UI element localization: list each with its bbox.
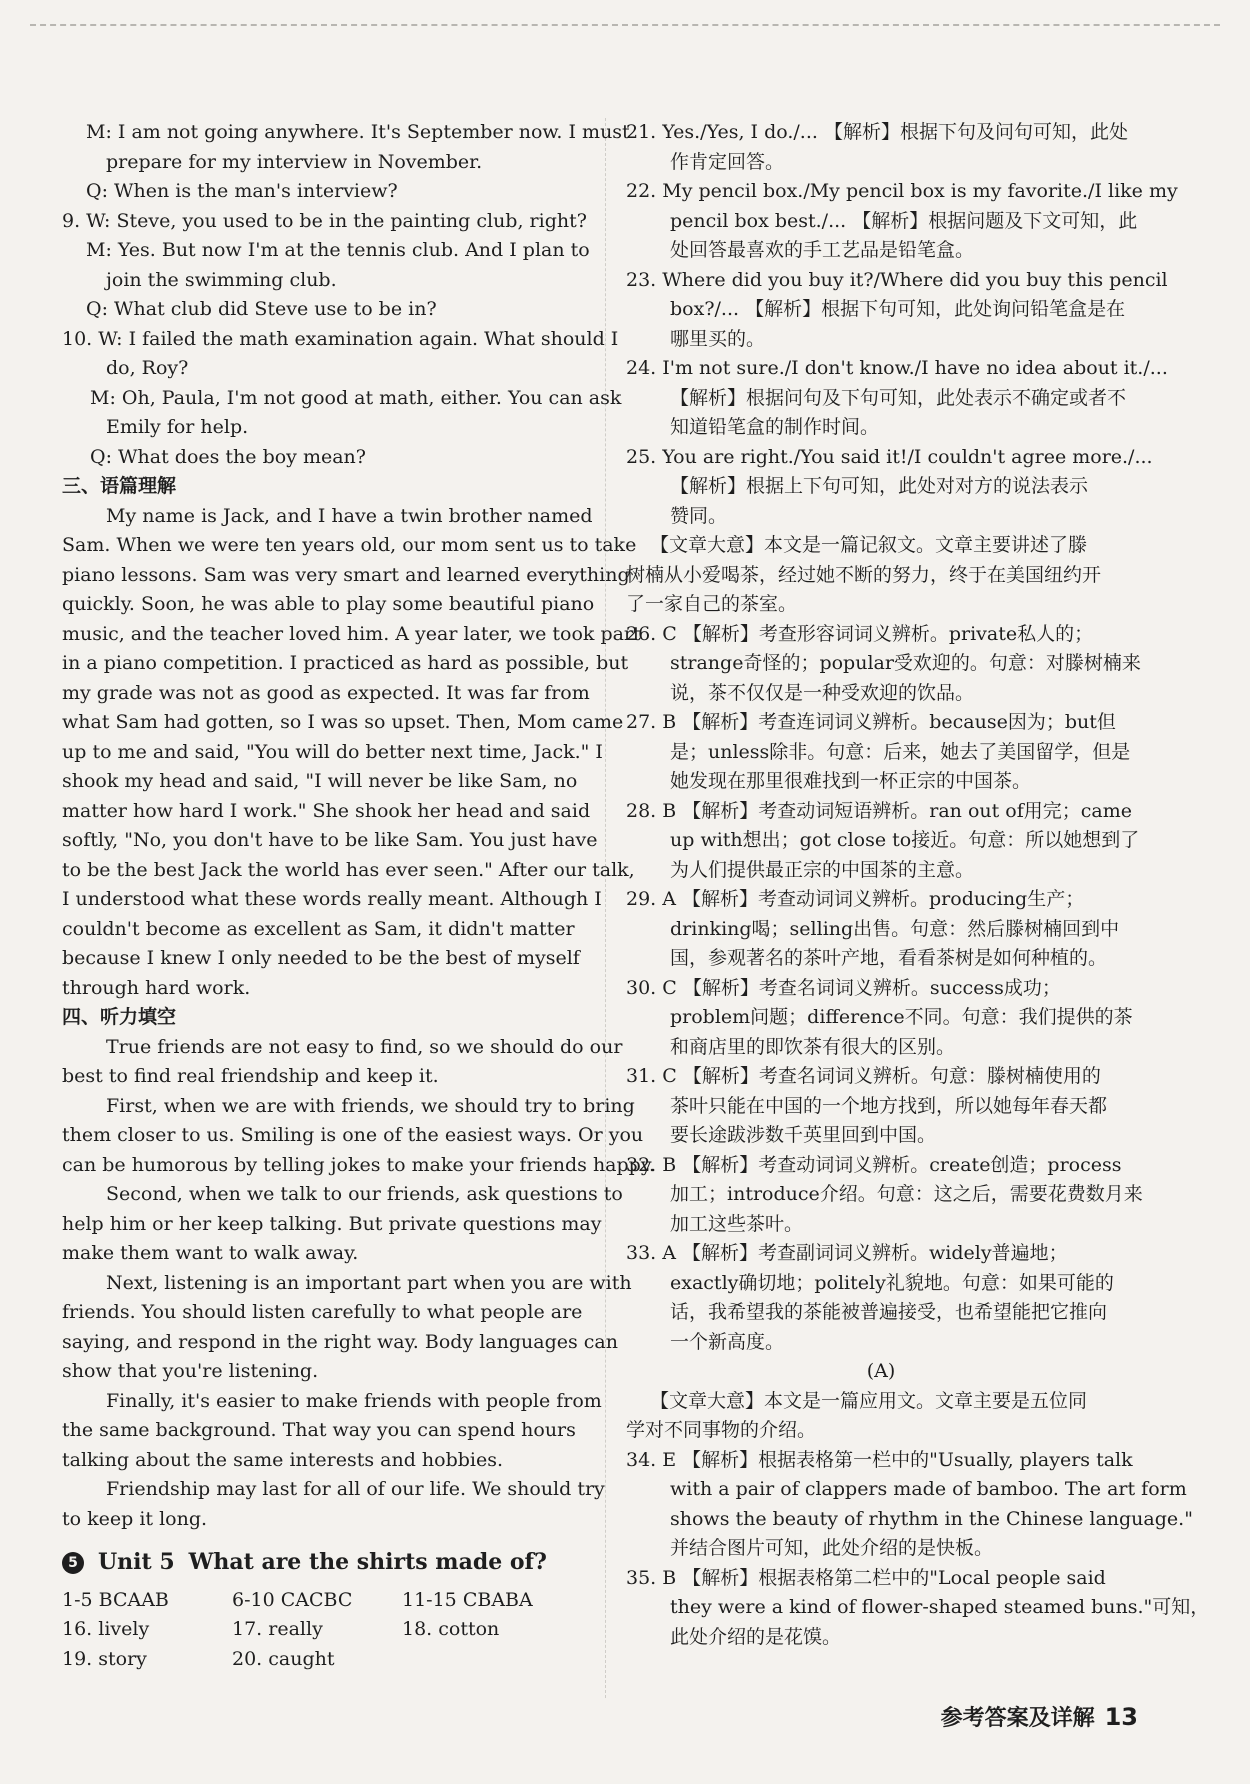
explanation-line: 一个新高度。 — [670, 1330, 785, 1353]
explanation-line: 【文章大意】本文是一篇应用文。文章主要是五位同 — [650, 1389, 1088, 1412]
explanation-line: 话，我希望我的茶能被普遍接受，也希望能把它推向 — [670, 1301, 1108, 1323]
section-a-label: (A) — [866, 1360, 896, 1382]
answer-item: 6-10 CACBC — [232, 1588, 353, 1611]
explanation-line: with a pair of clappers made of bamboo. The art form — [670, 1478, 1187, 1500]
listening-passage — [62, 1033, 656, 1535]
explanation-line: 知道铅笔盒的制作时间。 — [670, 416, 880, 438]
passage-line: to be the best Jack the world has ever seen." After our talk, — [62, 858, 635, 881]
text-line: Q: What does the boy mean? — [90, 445, 366, 468]
explanation-line: 国，参观著名的茶叶产地，看看茶树是如何种植的。 — [670, 947, 1108, 969]
passage-line: my grade was not as good as expected. It was far from — [62, 681, 590, 704]
explanation-line: 30. C 【解析】考查名词词义辨析。success成功； — [626, 976, 1061, 999]
footer-label: 参考答案及详解 — [940, 1706, 1095, 1731]
passage-line: what Sam had gotten, so I was so upset. Then, Mom came — [62, 711, 624, 733]
passage-line: make them want to walk away. — [62, 1242, 359, 1264]
explanation-line: 并结合图片可知，此处介绍的是快板。 — [670, 1537, 994, 1559]
explanation-line: 此处介绍的是花馍。 — [670, 1625, 842, 1648]
answer-explanations-a — [626, 1387, 1210, 1653]
passage-line: couldn't become as excellent as Sam, it didn't matter — [62, 917, 575, 940]
passage-line: friends. You should listen carefully to what people are — [62, 1301, 583, 1323]
unit-heading — [62, 1548, 584, 1578]
passage-line: Finally, it's easier to make friends with people from — [106, 1389, 602, 1412]
passage-line: music, and the teacher loved him. A year later, we took part — [62, 622, 641, 645]
explanation-line: 35. B 【解析】根据表格第二栏中的"Local people said — [626, 1566, 1106, 1589]
explanation-line: 茶叶只能在中国的一个地方找到，所以她每年春天都 — [670, 1094, 1108, 1117]
answer-item: 18. cotton — [402, 1618, 500, 1640]
answer-item: 17. really — [232, 1618, 323, 1640]
passage-line: softly, "No, you don't have to be like Sam. You just have — [62, 829, 598, 851]
explanation-line: 27. B 【解析】考查连词词义辨析。because因为；but但 — [626, 711, 1116, 733]
answer-explanations — [626, 118, 1178, 1357]
passage-line: them closer to us. Smiling is one of the easiest ways. Or you — [62, 1124, 644, 1146]
listening-heading: 四、听力填空 — [62, 1006, 177, 1028]
answer-item: 16. lively — [62, 1618, 150, 1640]
reading-passage — [62, 502, 641, 1004]
text-line: do, Roy? — [106, 357, 189, 379]
unit-title: What are the shirts made of? — [188, 1549, 547, 1575]
explanation-line: 【解析】根据上下句可知，此处对对方的说法表示 — [670, 475, 1089, 497]
passage-line: show that you're listening. — [62, 1360, 319, 1382]
explanation-line: 24. I'm not sure./I don't know./I have no idea about it./... — [626, 357, 1168, 379]
explanation-line: 34. E 【解析】根据表格第一栏中的"Usually, players talk — [626, 1448, 1133, 1471]
passage-line: Second, when we talk to our friends, ask questions to — [106, 1183, 623, 1205]
column-divider — [605, 118, 606, 1698]
explanation-line: 和商店里的即饮茶有很大的区别。 — [670, 1035, 956, 1058]
passage-line: best to find real friendship and keep it. — [62, 1065, 439, 1087]
explanation-line: pencil box best./... 【解析】根据问题及下文可知，此 — [670, 209, 1138, 232]
answer-item: 19. story — [62, 1647, 147, 1670]
explanation-line: strange奇怪的；popular受欢迎的。句意：对滕树楠来 — [670, 652, 1141, 674]
passage-line: True friends are not easy to find, so we should do our — [106, 1035, 623, 1058]
left-column — [62, 118, 656, 1674]
passage-line: talking about the same interests and hobbies. — [62, 1448, 504, 1471]
explanation-line: 加工；introduce介绍。句意：这之后，需要花费数月来 — [670, 1183, 1143, 1205]
passage-line: the same background. That way you can spend hours — [62, 1419, 576, 1441]
passage-line: piano lessons. Sam was very smart and learned everything — [62, 563, 630, 586]
explanation-line: 哪里买的。 — [670, 327, 766, 350]
text-line: M: Yes. But now I'm at the tennis club. And I plan to — [86, 239, 590, 261]
text-line: Emily for help. — [106, 416, 249, 438]
explanation-line: 28. B 【解析】考查动词短语辨析。ran out of用完；came — [626, 799, 1132, 822]
text-line: join the swimming club. — [106, 268, 337, 291]
text-line: Q: When is the man's interview? — [86, 180, 398, 202]
passage-line: My name is Jack, and I have a twin brother named — [106, 504, 593, 527]
passage-line: saying, and respond in the right way. Body languages can — [62, 1330, 618, 1353]
passage-line: Next, listening is an important part when you are with — [106, 1271, 632, 1294]
explanation-line: 31. C 【解析】考查名词词义辨析。句意：滕树楠使用的 — [626, 1065, 1101, 1087]
explanation-line: they were a kind of flower-shaped steamed buns."可知， — [670, 1596, 1210, 1618]
explanation-line: 要长途跋涉数千英里回到中国。 — [670, 1124, 937, 1146]
page-footer — [941, 1701, 1138, 1732]
passage-line: Sam. When we were ten years old, our mom sent us to take — [62, 534, 637, 556]
passage-line: up to me and said, "You will do better next time, Jack." I — [62, 740, 603, 763]
passage-line: can be humorous by telling jokes to make your friends happy. — [62, 1153, 656, 1176]
explanation-line: shows the beauty of rhythm in the Chinese language." — [670, 1507, 1193, 1530]
explanation-line: 是；unless除非。句意：后来，她去了美国留学，但是 — [670, 740, 1131, 763]
answer-item: 1-5 BCAAB — [62, 1588, 169, 1611]
passage-line: quickly. Soon, he was able to play some beautiful piano — [62, 593, 595, 615]
explanation-line: 【文章大意】本文是一篇记叙文。文章主要讲述了滕 — [650, 534, 1088, 556]
passage-line: help him or her keep talking. But private questions may — [62, 1212, 602, 1235]
explanation-line: 21. Yes./Yes, I do./... 【解析】根据下句及问句可知，此处 — [626, 121, 1128, 143]
text-line: 10. W: I failed the math examination again. What should I — [62, 327, 619, 350]
explanation-line: 了一家自己的茶室。 — [626, 593, 798, 615]
explanation-line: 树楠从小爱喝茶，经过她不断的努力，终于在美国纽约开 — [626, 563, 1102, 586]
passage-line: I understood what these words really meant. Although I — [62, 888, 602, 910]
unit-number-icon: 5 — [62, 1552, 84, 1574]
right-column — [626, 118, 1210, 1652]
unit-label: Unit 5 — [98, 1549, 175, 1575]
explanation-line: 作肯定回答。 — [670, 150, 785, 173]
answer-item: 20. caught — [232, 1647, 335, 1670]
answer-key — [62, 1586, 584, 1675]
explanation-line: drinking喝；selling出售。句意：然后滕树楠回到中 — [670, 917, 1120, 940]
passage-line: in a piano competition. I practiced as hard as possible, but — [62, 652, 629, 674]
explanation-line: 加工这些茶叶。 — [670, 1212, 804, 1235]
explanation-line: up with想出；got close to接近。句意：所以她想到了 — [670, 829, 1140, 851]
page-number: 13 — [1104, 1703, 1138, 1731]
passage-line: through hard work. — [62, 976, 251, 999]
explanation-line: 为人们提供最正宗的中国茶的主意。 — [670, 858, 975, 881]
text-line: M: I am not going anywhere. It's September now. I must — [86, 121, 630, 143]
passage-line: Friendship may last for all of our life. We should try — [106, 1478, 605, 1500]
explanation-line: 【解析】根据问句及下句可知，此处表示不确定或者不 — [670, 386, 1127, 409]
explanation-line: 学对不同事物的介绍。 — [626, 1419, 817, 1441]
top-rule — [30, 24, 1220, 26]
explanation-line: 赞同。 — [670, 504, 728, 527]
text-line: prepare for my interview in November. — [106, 150, 483, 173]
text-line: M: Oh, Paula, I'm not good at math, either. You can ask — [90, 386, 622, 409]
explanation-line: 33. A 【解析】考查副词词义辨析。widely普遍地； — [626, 1242, 1068, 1264]
explanation-line: box?/... 【解析】根据下句可知，此处询问铅笔盒是在 — [670, 298, 1126, 320]
passage-line: shook my head and said, "I will never be like Sam, no — [62, 770, 578, 792]
explanation-line: 26. C 【解析】考查形容词词义辨析。private私人的； — [626, 622, 1094, 645]
explanation-line: 29. A 【解析】考查动词词义辨析。producing生产； — [626, 888, 1085, 910]
passage-line: because I knew I only needed to be the best of myself — [62, 947, 580, 969]
passage-line: matter how hard I work." She shook her head and said — [62, 799, 591, 822]
text-line: Q: What club did Steve use to be in? — [86, 298, 437, 320]
explanation-line: problem问题；difference不同。句意：我们提供的茶 — [670, 1006, 1133, 1028]
answer-item: 11-15 CBABA — [402, 1588, 533, 1611]
explanation-line: exactly确切地；politely礼貌地。句意：如果可能的 — [670, 1271, 1114, 1294]
passage-line: to keep it long. — [62, 1507, 208, 1530]
listening-script — [62, 118, 630, 472]
explanation-line: 25. You are right./You said it!/I couldn't agree more./... — [626, 445, 1153, 468]
explanation-line: 处回答最喜欢的手工艺品是铅笔盒。 — [670, 239, 975, 261]
explanation-line: 她发现在那里很难找到一杯正宗的中国茶。 — [670, 770, 1032, 792]
explanation-line: 23. Where did you buy it?/Where did you buy this pencil — [626, 268, 1168, 291]
explanation-line: 32. B 【解析】考查动词词义辨析。create创造；process — [626, 1153, 1122, 1176]
reading-heading: 三、语篇理解 — [62, 475, 177, 497]
text-line: 9. W: Steve, you used to be in the painting club, right? — [62, 209, 587, 232]
passage-line: First, when we are with friends, we should try to bring — [106, 1094, 635, 1117]
explanation-line: 22. My pencil box./My pencil box is my favorite./I like my — [626, 180, 1178, 202]
explanation-line: 说，茶不仅仅是一种受欢迎的饮品。 — [670, 681, 975, 704]
